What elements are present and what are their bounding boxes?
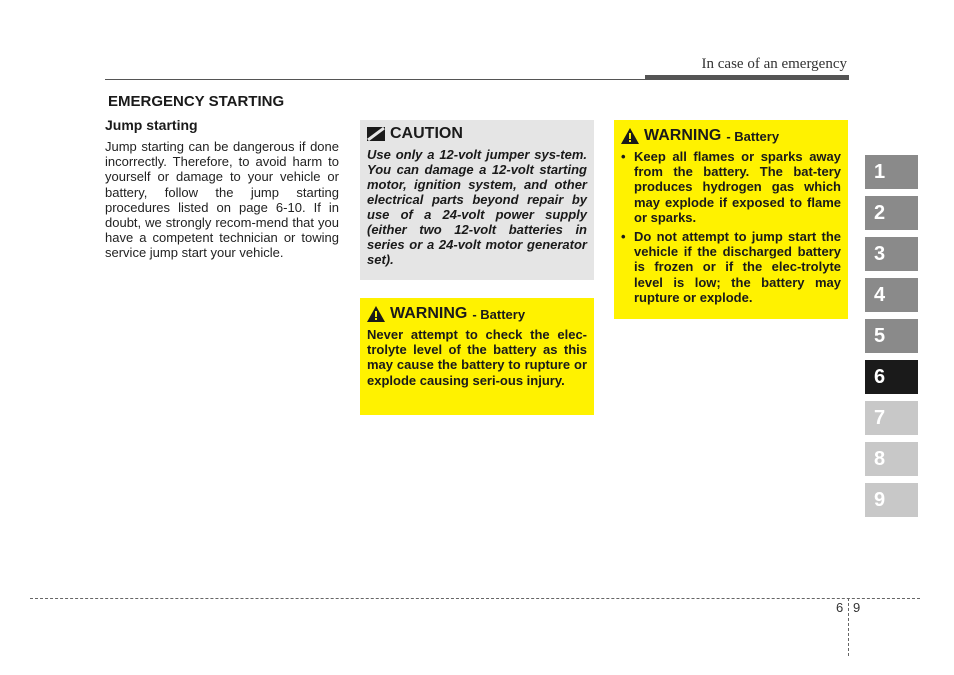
chapter-tab-6[interactable]: 6 <box>865 360 918 394</box>
caution-text: Use only a 12-volt jumper sys-tem. You can damage a 12-volt starting motor, ignition system, and other electrical parts beyond repair by use of a 24-volt power supply (either two 12-volt batteries in series or a 24-volt motor generator set). <box>367 147 587 267</box>
footer-rule <box>30 598 920 599</box>
list-item: • Do not attempt to jump start the vehicle if the discharged battery is frozen or if the elec-trolyte level is low; the battery may rupture or explode. <box>621 229 841 305</box>
chapter-tab-3[interactable]: 3 <box>865 237 918 271</box>
chapter-tab-9[interactable]: 9 <box>865 483 918 517</box>
warning-triangle-icon <box>367 306 385 322</box>
section-title: EMERGENCY STARTING <box>108 93 285 110</box>
caution-title: CAUTION <box>390 125 463 142</box>
warning-title: WARNING <box>390 305 468 322</box>
chapter-tab-8[interactable]: 8 <box>865 442 918 476</box>
caution-icon <box>367 127 385 141</box>
chapter-tab-5[interactable]: 5 <box>865 319 918 353</box>
warning-box-battery-right <box>614 120 848 319</box>
warning-box-battery-left <box>360 298 594 415</box>
chapter-tabs <box>865 155 918 524</box>
body-paragraph: Jump starting can be dangerous if done incorrectly. Therefore, to avoid harm to yourself or damage to your vehicle or battery, follow the jump starting procedures listed on page 6-10. If in doubt, we strongly recom-mend that you have a competent technician or towing service jump start your vehicle. <box>105 139 339 261</box>
footer-page-number: 9 <box>853 600 861 615</box>
warning-triangle-icon <box>621 128 639 144</box>
warning-text: Never attempt to check the elec-trolyte level of the battery as this may cause the battery to rupture or explode causing seri-ous injury. <box>367 327 587 388</box>
chapter-tab-7[interactable]: 7 <box>865 401 918 435</box>
chapter-tab-4[interactable]: 4 <box>865 278 918 312</box>
header-rule <box>105 79 849 80</box>
subheading: Jump starting <box>105 117 198 133</box>
warning-title: WARNING <box>644 127 722 144</box>
footer-chapter-number: 6 <box>836 600 844 615</box>
list-item: • Keep all flames or sparks away from the battery. The bat-tery produces hydrogen gas which may explode if exposed to flame or sparks. <box>621 149 841 225</box>
chapter-header-title: In case of an emergency <box>701 56 847 72</box>
caution-box <box>360 120 594 280</box>
chapter-tab-2[interactable]: 2 <box>865 196 918 230</box>
footer-divider <box>848 598 849 656</box>
chapter-tab-1[interactable]: 1 <box>865 155 918 189</box>
warning-subtitle: - Battery <box>472 306 526 322</box>
warning-subtitle: - Battery <box>726 128 780 144</box>
warning-bullet-list <box>621 149 841 305</box>
